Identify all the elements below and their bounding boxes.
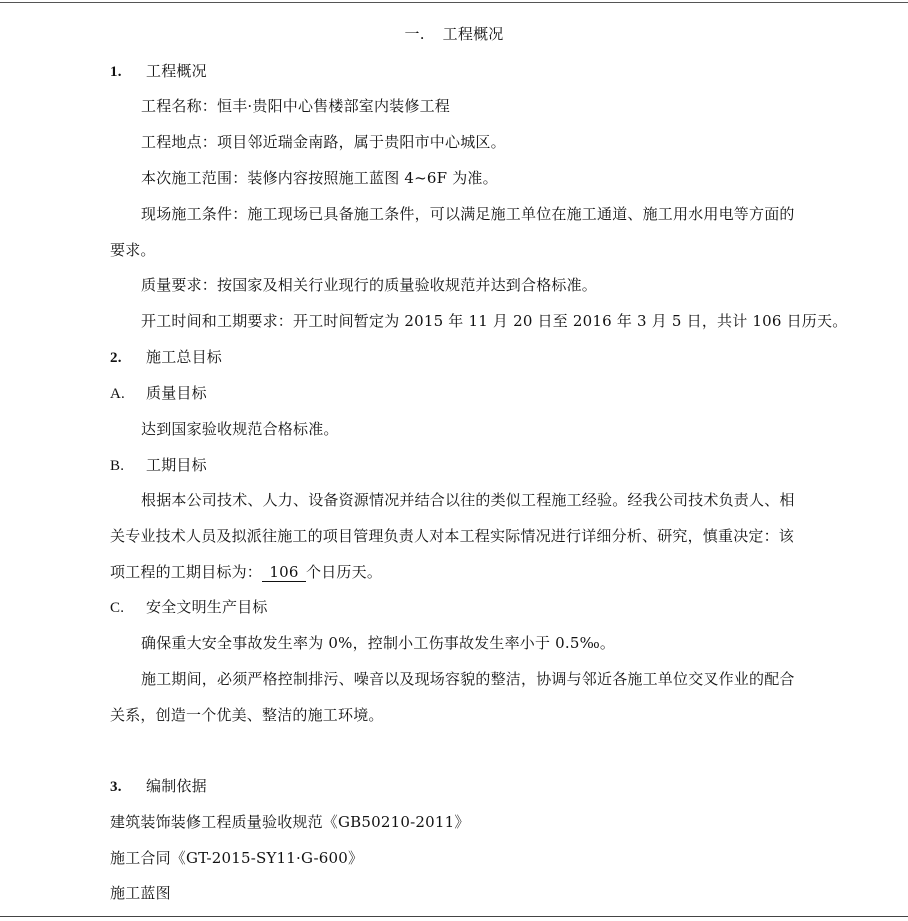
basis-item-3: 施工蓝图 — [110, 884, 171, 902]
project-name: 工程名称：恒丰·贵阳中心售楼部室内装修工程 — [141, 97, 450, 115]
schedule-target-line-3 — [110, 562, 382, 582]
subsection-a-title: 质量目标 — [146, 384, 207, 402]
environment-line-1: 施工期间，必须严格控制排污、噪音以及现场容貌的整洁，协调与邻近各施工单位交叉作业的配合 — [141, 670, 795, 688]
document-title — [0, 24, 908, 44]
section-3-title: 编制依据 — [146, 777, 207, 795]
subsection-b-heading — [110, 455, 207, 476]
section-3-heading — [110, 776, 207, 797]
subsection-c-letter: C. — [110, 600, 125, 616]
section-1-heading — [110, 61, 207, 82]
subsection-c-title: 安全文明生产目标 — [146, 598, 268, 616]
construction-scope: 本次施工范围：装修内容按照施工蓝图 4~6F 为准。 — [141, 169, 498, 187]
subsection-b-letter: B. — [110, 458, 125, 474]
site-condition-line-2: 要求。 — [110, 241, 156, 259]
basis-item-1: 建筑装饰装修工程质量验收规范《GB50210-2011》 — [110, 813, 470, 831]
subsection-b-title: 工期目标 — [146, 456, 207, 474]
section-2-number: 2. — [110, 350, 122, 366]
schedule-target-prefix: 项工程的工期目标为： — [110, 563, 263, 581]
subsection-a-letter: A. — [110, 386, 125, 402]
schedule-target-days: 106 — [262, 564, 306, 582]
top-divider — [0, 2, 908, 3]
section-3-number: 3. — [110, 779, 122, 795]
quality-target-text: 达到国家验收规范合格标准。 — [141, 420, 339, 438]
section-2-title: 施工总目标 — [146, 348, 223, 366]
schedule-target-suffix: 个日历天。 — [306, 563, 383, 581]
safety-target-text: 确保重大安全事故发生率为 0%，控制小工伤事故发生率小于 0.5‰。 — [141, 634, 616, 652]
section-1-title: 工程概况 — [146, 62, 207, 80]
section-1-number: 1. — [110, 64, 122, 80]
quality-requirement: 质量要求：按国家及相关行业现行的质量验收规范并达到合格标准。 — [141, 276, 598, 294]
environment-line-2: 关系，创造一个优美、整洁的施工环境。 — [110, 706, 384, 724]
basis-item-2: 施工合同《GT-2015-SY11·G-600》 — [110, 849, 364, 867]
subsection-c-heading — [110, 597, 268, 618]
project-location: 工程地点：项目邻近瑞金南路，属于贵阳市中心城区。 — [141, 133, 506, 151]
site-condition-line-1: 现场施工条件：施工现场已具备施工条件，可以满足施工单位在施工通道、施工用水用电等方面的 — [141, 205, 795, 223]
schedule-target-line-1: 根据本公司技术、人力、设备资源情况并结合以往的类似工程施工经验。经我公司技术负责人、相 — [141, 491, 795, 509]
bottom-divider — [0, 916, 908, 917]
schedule-target-line-2: 关专业技术人员及拟派往施工的项目管理负责人对本工程实际情况进行详细分析、研究，慎重决定：该 — [110, 527, 795, 545]
subsection-a-heading — [110, 383, 207, 404]
title-number: 一. — [404, 25, 425, 43]
title-text: 工程概况 — [442, 25, 504, 43]
schedule-requirement: 开工时间和工期要求：开工时间暂定为 2015 年 11 月 20 日至 2016 年 3 月 5 日，共计 106 日历天。 — [141, 312, 848, 330]
section-2-heading — [110, 347, 222, 368]
